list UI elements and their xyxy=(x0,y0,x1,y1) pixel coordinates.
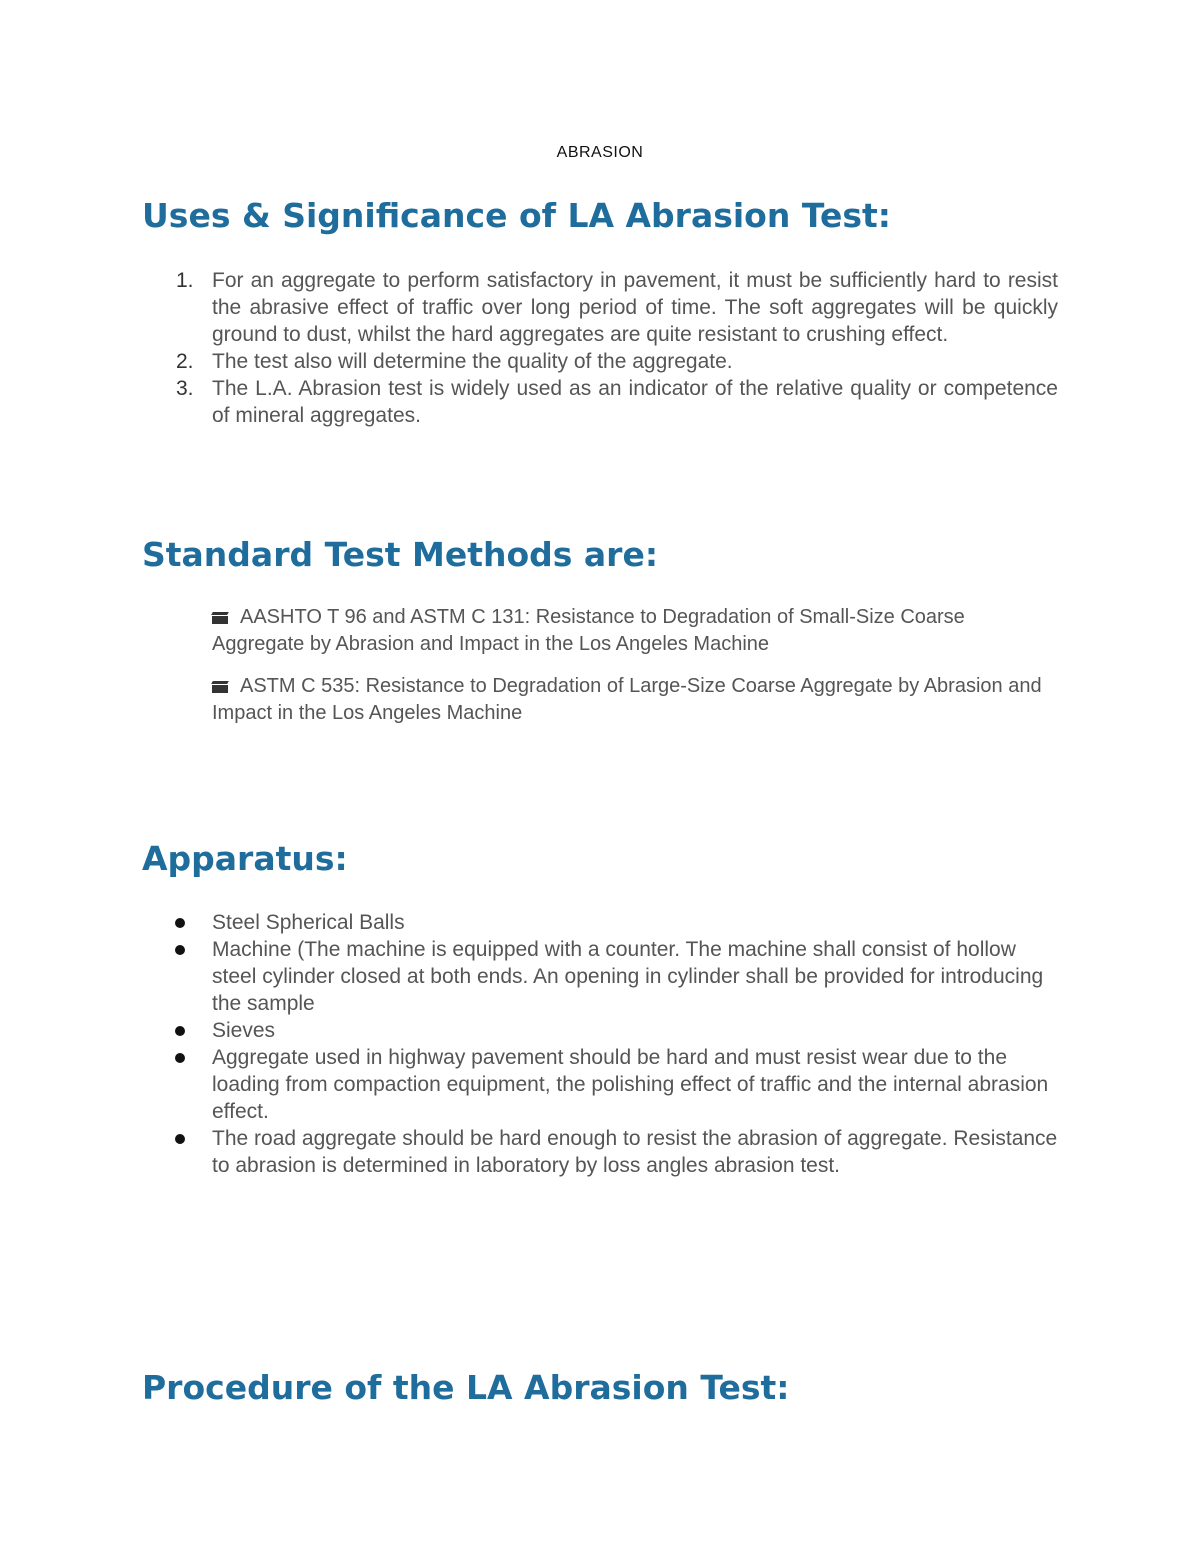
bullet-dot-icon xyxy=(175,918,185,928)
list-item xyxy=(142,348,1058,375)
bullet-dot-icon xyxy=(175,945,185,955)
list-item-text: Aggregate used in highway pavement should be hard and must resist wear due to the loading from compaction equipment, the polishing effect of traffic and the internal abrasion effect. xyxy=(212,1046,1049,1123)
list-item xyxy=(142,267,1058,348)
list-item-text: For an aggregate to perform satisfactory in pavement, it must be sufficiently hard to resist the abrasive effect of traffic over long period of time. The soft aggregates will be quickly ground to dust, whilst the hard aggregates are quite resistant to crushing effect. xyxy=(212,269,1058,346)
list-item xyxy=(142,1044,1058,1125)
list-number: 3. xyxy=(176,377,194,400)
apparatus-heading: Apparatus: xyxy=(142,839,348,878)
list-item-text: The L.A. Abrasion test is widely used as an indicator of the relative quality or competence of mineral aggregates. xyxy=(212,377,1058,427)
methods-list xyxy=(142,604,1058,742)
list-item-text: Machine (The machine is equipped with a counter. The machine shall consist of hollow steel cylinder closed at both ends. An opening in cylinder shall be provided for introducing the sample xyxy=(212,938,1044,1015)
apparatus-list xyxy=(142,909,1058,1179)
list-item xyxy=(142,375,1058,429)
procedure-heading: Procedure of the LA Abrasion Test: xyxy=(142,1368,790,1407)
bullet-dot-icon xyxy=(175,1053,185,1063)
bullet-dot-icon xyxy=(175,1134,185,1144)
list-item-text: Steel Spherical Balls xyxy=(212,911,405,934)
methods-heading: Standard Test Methods are: xyxy=(142,535,659,574)
list-item xyxy=(142,936,1058,1017)
list-item xyxy=(142,1017,1058,1044)
list-item xyxy=(142,1125,1058,1179)
list-number: 1. xyxy=(176,269,194,292)
list-item-text: The road aggregate should be hard enough to resist the abrasion of aggregate. Resistance to abrasion is determined in laboratory by loss angles abrasion test. xyxy=(212,1127,1058,1177)
list-item xyxy=(142,604,1058,658)
list-item-text: AASHTO T 96 and ASTM C 131: Resistance to Degradation of Small-Size Coarse Aggregate by Abrasion and Impact in the Los Angeles Machine xyxy=(212,606,965,655)
list-item-text: ASTM C 535: Resistance to Degradation of Large-Size Coarse Aggregate by Abrasion and Impact in the Los Angeles Machine xyxy=(212,675,1042,724)
bullet-dot-icon xyxy=(175,1026,185,1036)
list-item-text: Sieves xyxy=(212,1019,276,1042)
uses-heading: Uses & Significance of LA Abrasion Test: xyxy=(142,196,891,235)
list-item-text: The test also will determine the quality of the aggregate. xyxy=(212,350,733,373)
list-item xyxy=(142,673,1058,727)
clapperboard-icon xyxy=(212,612,228,624)
uses-list xyxy=(142,267,1058,429)
document-title: ABRASION xyxy=(556,144,644,161)
list-number: 2. xyxy=(176,350,194,373)
list-item xyxy=(142,909,1058,936)
clapperboard-icon xyxy=(212,681,228,693)
